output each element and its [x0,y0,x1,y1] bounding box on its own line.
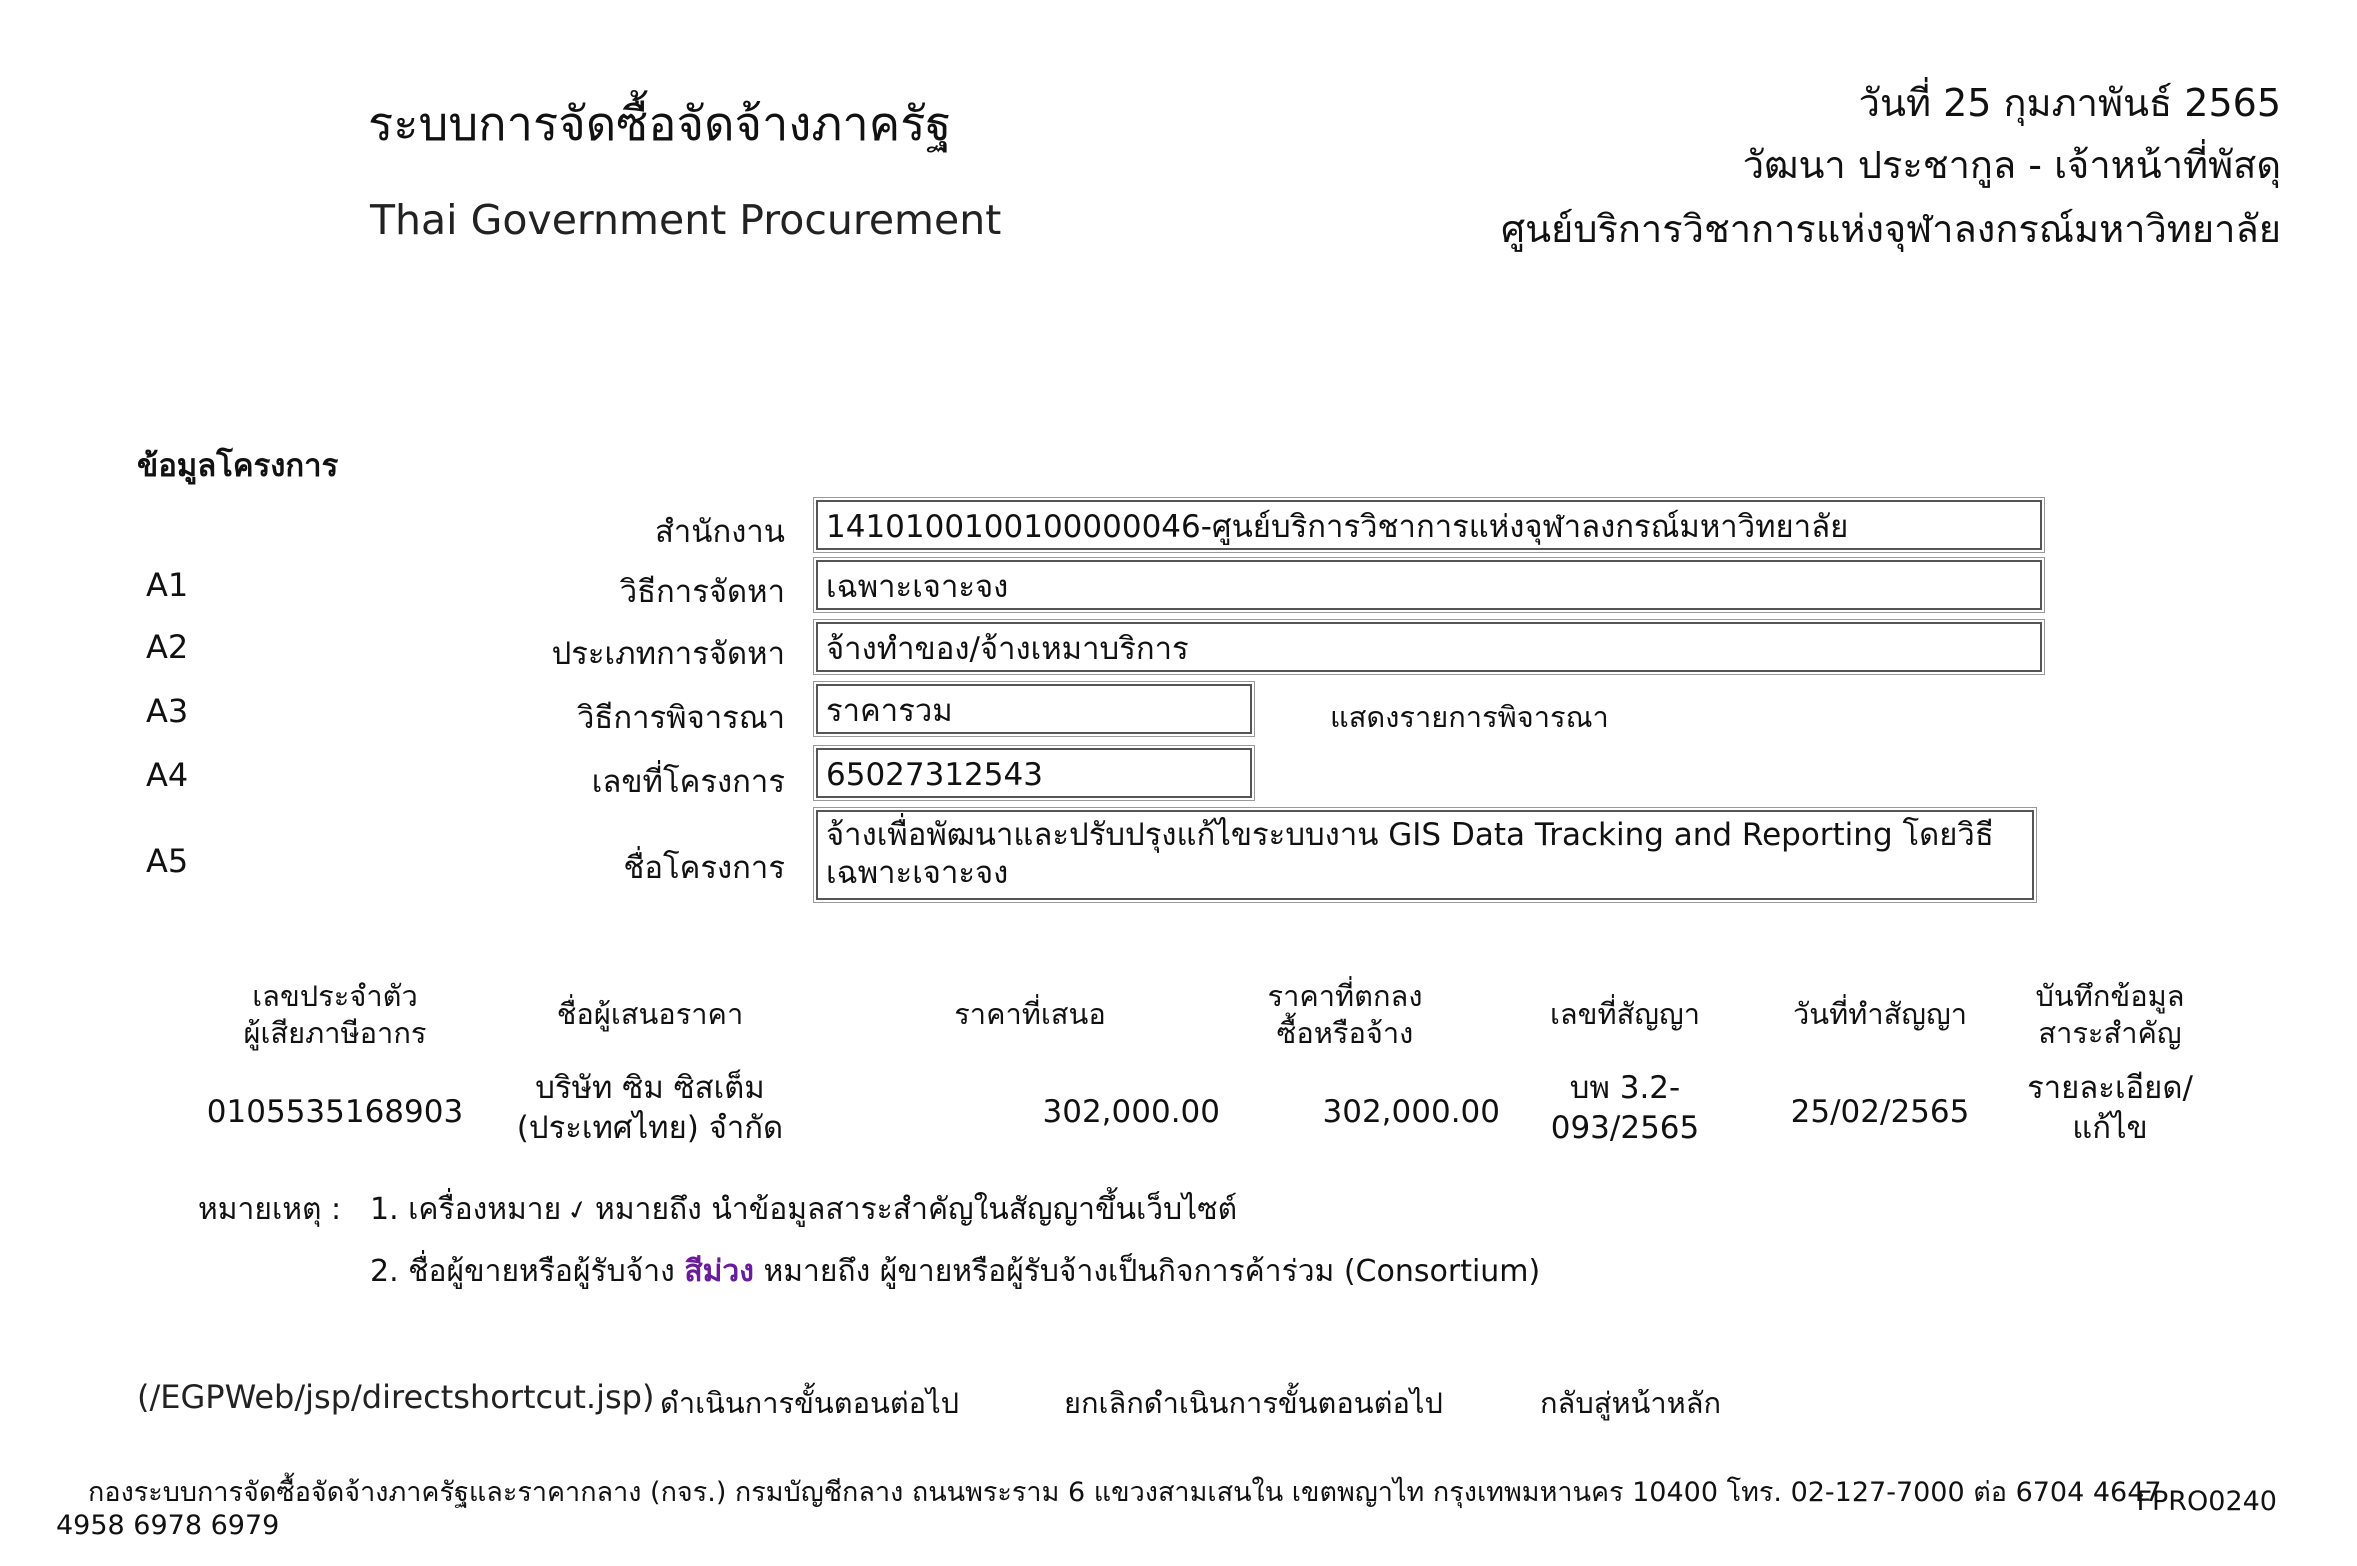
user-name: วัฒนา ประชากูล - เจ้าหน้าที่พัสดุ [1742,143,2281,187]
field-code-a2: A2 [146,628,189,666]
project-name-field: จ้างเพื่อพัฒนาและปรับปรุงแก้ไขระบบงาน GIS Data Tracking and Reporting โดยวิธี เฉพาะเจาะจง [816,810,2034,900]
footer-phone-ext: 4958 6978 6979 [56,1510,280,1541]
procurement-type-field: จ้างทำของ/จ้างเหมาบริการ [816,622,2042,672]
procurement-method-label: วิธีการจัดหา [619,574,785,610]
agency-label: สำนักงาน [654,514,785,550]
form-code: FPRO0240 [2136,1486,2277,1517]
user-department: ศูนย์บริการวิชาการแห่งจุฬาลงกรณ์มหาวิทยาลัย [1500,207,2281,251]
agency-field: 1410100100100000046-ศูนย์บริการวิชาการแห่งจุฬาลงกรณ์มหาวิทยาลัย [816,500,2042,550]
current-date: วันที่ 25 กุมภาพันธ์ 2565 [1858,81,2281,125]
back-home-link[interactable]: กลับสู่หน้าหลัก [1540,1386,1722,1420]
field-code-a1: A1 [146,566,189,604]
shortcut-path: (/EGPWeb/jsp/directshortcut.jsp) [137,1378,655,1416]
evaluation-method-field: ราคารวม [816,684,1252,734]
proceed-next-step-link[interactable]: ดำเนินการขั้นตอนต่อไป [660,1386,960,1420]
consortium-color-label: สีม่วง [684,1254,754,1289]
notes-heading: หมายเหตุ : [198,1192,342,1227]
field-code-a3: A3 [146,692,189,730]
project-number-field: 65027312543 [816,748,1252,798]
field-code-a5: A5 [146,842,189,880]
field-code-a4: A4 [146,756,189,794]
project-name-label: ชื่อโครงการ [623,850,785,886]
footer-address: กองระบบการจัดซื้อจัดจ้างภาครัฐและราคากลาง (กจร.) กรมบัญชีกลาง ถนนพระราม 6 แขวงสามเสนใน เขตพญาไท กรุงเทพมหานคร 10400 โทร. 02-127-7000 ต่อ 6704 4647 [88,1477,2162,1508]
bidder-cell: บริษัท ซิม ซิสเต็ม (ประเทศไทย) จำกัด [516,1070,784,1146]
project-number-label: เลขที่โครงการ [591,764,785,800]
header-bidder: ชื่อผู้เสนอราคา [556,997,744,1031]
header-record: บันทึกข้อมูล สาระสำคัญ [2035,979,2185,1050]
show-evaluation-items-link[interactable]: แสดงรายการพิจารณา [1330,700,1609,734]
system-title-en: Thai Government Procurement [370,196,1002,244]
header-offered-price: ราคาที่เสนอ [954,997,1106,1031]
procurement-type-label: ประเภทการจัดหา [551,636,785,672]
procurement-method-field: เฉพาะเจาะจง [816,560,2042,610]
contract-date-cell: 25/02/2565 [1790,1094,1970,1130]
cancel-next-step-link[interactable]: ยกเลิกดำเนินการขั้นตอนต่อไป [1064,1386,1443,1420]
section-title: ข้อมูลโครงการ [137,448,339,484]
checkmark-icon: ✓ [563,1193,593,1229]
system-title-th: ระบบการจัดซื้อจัดจ้างภาครัฐ [368,97,952,152]
header-agreed-price: ราคาที่ตกลง ซื้อหรือจ้าง [1267,979,1423,1050]
header-contract-no: เลขที่สัญญา [1549,997,1701,1031]
note-1: 1. เครื่องหมาย✓หมายถึง นำข้อมูลสาระสำคัญในสัญญาขึ้นเว็บไซต์ [370,1192,1238,1229]
offered-price-cell: 302,000.00 [1042,1094,1220,1130]
agreed-price-cell: 302,000.00 [1322,1094,1500,1130]
header-tax-id: เลขประจำตัว ผู้เสียภาษีอากร [243,979,427,1050]
record-details-link[interactable]: รายละเอียด/ แก้ไข [2027,1070,2193,1146]
contract-no-cell: บพ 3.2- 093/2565 [1550,1070,1700,1146]
evaluation-method-label: วิธีการพิจารณา [577,700,785,736]
header-contract-date: วันที่ทำสัญญา [1792,997,1968,1031]
note-2: 2. ชื่อผู้ขายหรือผู้รับจ้าง สีม่วง หมายถึง ผู้ขายหรือผู้รับจ้างเป็นกิจการค้าร่วม (Consortium) [370,1254,1541,1289]
tax-id-cell: 0105535168903 [206,1094,464,1130]
